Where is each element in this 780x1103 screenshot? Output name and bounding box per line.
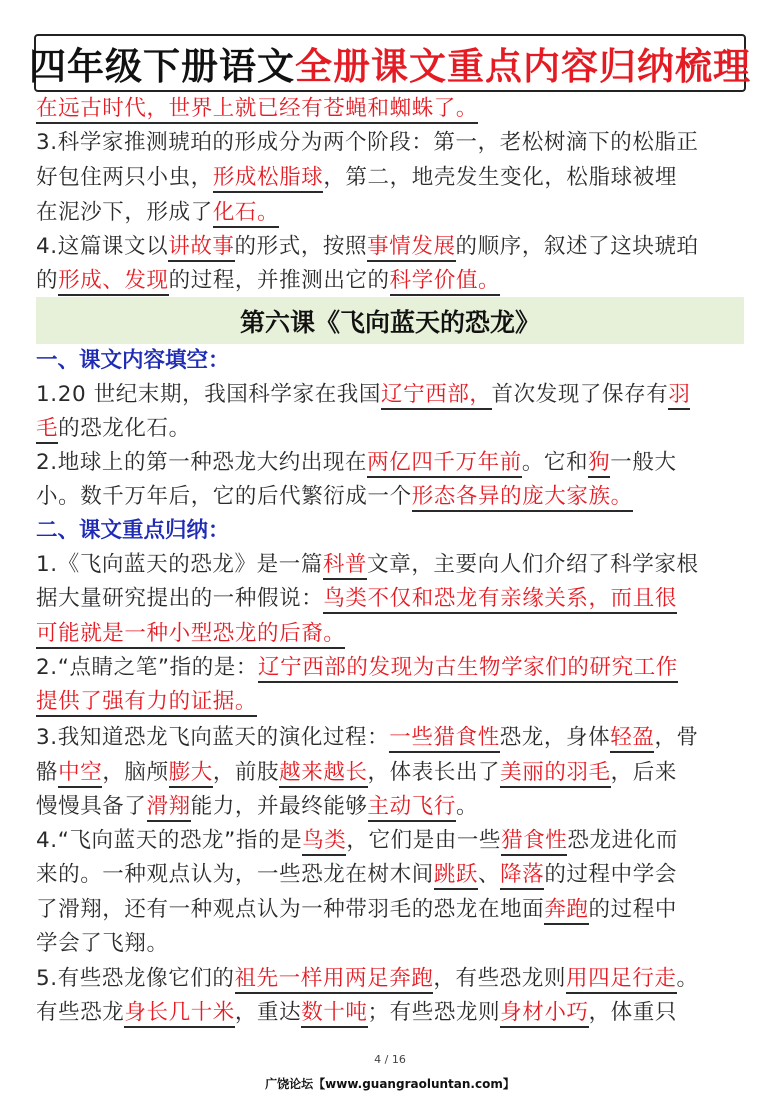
text-span: 了滑翔，还有一种观点认为一种带羽毛的恐龙在地面: [36, 897, 545, 922]
text-span: 恐龙，身体: [499, 725, 611, 750]
underlined-answer: 形成松脂球: [213, 165, 324, 193]
text-span: 能力，并最终能够: [190, 794, 368, 819]
text-span: 。: [455, 794, 479, 819]
text-line: [36, 198, 279, 228]
text-span: ；有些恐龙则: [367, 1000, 501, 1025]
text-span: 5.有些恐龙像它们的: [36, 966, 235, 991]
text-line: [36, 826, 678, 856]
text-span: 的过程，并推测出它的: [168, 268, 390, 293]
underlined-answer: 提供了强有力的证据。: [36, 689, 257, 717]
text-span: 文章，主要向人们介绍了科学家根: [367, 552, 699, 577]
underlined-answer: 滑翔: [147, 794, 191, 822]
text-line: [36, 584, 677, 614]
underlined-answer: 在远古时代，世界上就已经有苍蝇和蜘蛛了。: [36, 96, 478, 124]
underlined-answer: 鸟类: [302, 828, 346, 856]
underlined-answer: 科普: [323, 552, 367, 580]
text-span: 在泥沙下，形成了: [36, 200, 213, 225]
text-span: 4.这篇课文以: [36, 234, 169, 259]
text-span: 的形式，按照: [234, 234, 368, 259]
lesson-title: 第六课《飞向蓝天的恐龙》: [239, 307, 540, 337]
underlined-answer: 跳跃: [434, 862, 478, 890]
text-span: 2.地球上的第一种恐龙大约出现在: [36, 450, 368, 475]
text-span: 1.《飞向蓝天的恐龙》是一篇: [36, 552, 323, 577]
title-red-part: 全册课文重点内容归纳梳理: [295, 45, 751, 88]
text-span: 3.我知道恐龙飞向蓝天的演化过程：: [36, 725, 390, 750]
underlined-answer: 可能就是一种小型恐龙的后裔。: [36, 621, 345, 649]
text-line: [36, 448, 677, 478]
text-span: ，前肢: [212, 760, 280, 785]
title-black-part: 四年级下册语文: [29, 45, 295, 88]
lesson-title-band: [36, 297, 744, 344]
underlined-answer: 羽: [668, 382, 690, 410]
text-span: ，体表长出了: [367, 760, 501, 785]
text-line: [36, 895, 677, 925]
section-heading: 一、课文内容填空：: [36, 348, 230, 373]
text-line: [36, 266, 500, 296]
text-span: 骼: [36, 760, 59, 785]
text-span: 慢慢具备了: [36, 794, 147, 819]
underlined-answer: 讲故事: [168, 234, 234, 262]
text-line: [36, 94, 478, 124]
text-line: [36, 792, 478, 822]
text-line: [36, 380, 690, 410]
text-span: ，有些恐龙则: [433, 966, 567, 991]
underlined-answer: 科学价值。: [390, 268, 501, 296]
text-span: 小。数千万年后，它的后代繁衍成一个: [36, 484, 412, 509]
underlined-answer: 狗: [588, 450, 610, 478]
text-span: 的: [36, 268, 59, 293]
underlined-answer: 中空: [58, 760, 102, 788]
text-span: 一般大: [610, 450, 677, 475]
underlined-answer: 身长几十米: [124, 1000, 235, 1028]
underlined-answer: 膨大: [169, 760, 213, 788]
underlined-answer: 猎食性: [501, 828, 567, 856]
text-span: 来的。一种观点认为，一些恐龙在树木间: [36, 862, 434, 887]
text-line: [36, 860, 677, 890]
text-span: 首次发现了保存有: [491, 382, 669, 407]
text-line: [36, 929, 169, 959]
underlined-answer: 鸟类不仅和恐龙有亲缘关系，而且很: [323, 586, 677, 614]
text-span: 的过程中学会: [544, 862, 677, 887]
text-span: 恐龙进化而: [567, 828, 678, 853]
text-span: 。它和: [521, 450, 589, 475]
section-heading: 二、课文重点归纳：: [36, 518, 230, 543]
underlined-answer: 形态各异的庞大家族。: [412, 484, 633, 512]
text-span: ，它们是由一些: [346, 828, 502, 853]
text-span: ，第二，地壳发生变化，松脂球被埋: [323, 165, 677, 190]
text-span: ，后来: [610, 760, 677, 785]
text-span: ，重达: [234, 1000, 302, 1025]
text-span: 3.科学家推测琥珀的形成分为两个阶段：第一，老松树滴下的松脂正: [36, 130, 699, 155]
underlined-answer: 化石。: [213, 200, 279, 228]
text-line: [36, 232, 699, 262]
text-line: [36, 482, 633, 512]
page-number: 4 / 16: [374, 1053, 406, 1066]
text-line: [36, 758, 677, 788]
underlined-answer: 事情发展: [367, 234, 455, 262]
text-line: [36, 414, 191, 444]
text-line: [36, 964, 699, 994]
text-line: [36, 723, 699, 753]
text-span: 的恐龙化石。: [58, 416, 191, 441]
page-title: [29, 34, 751, 92]
text-line: [36, 619, 345, 649]
underlined-answer: 两亿四千万年前: [367, 450, 522, 478]
text-line: [36, 998, 677, 1028]
underlined-answer: 辽宁西部的发现为古生物学家们的研究工作: [258, 655, 678, 683]
text-span: 的顺序，叙述了这块琥珀: [455, 234, 699, 259]
underlined-answer: 主动飞行: [368, 794, 456, 822]
underlined-answer: 形成、发现: [58, 268, 169, 296]
text-span: ，骨: [654, 725, 699, 750]
underlined-answer: 辽宁西部，: [381, 382, 492, 410]
underlined-answer: 祖先一样用两足奔跑: [235, 966, 434, 994]
underlined-answer: 数十吨: [301, 1000, 367, 1028]
text-span: 的过程中: [588, 897, 677, 922]
underlined-answer: 越来越长: [279, 760, 367, 788]
text-span: 2.“点睛之笔”指的是：: [36, 655, 258, 680]
footer-site: 广饶论坛【www.guangraoluntan.com】: [265, 1077, 515, 1091]
text-span: 学会了飞翔。: [36, 931, 169, 956]
underlined-answer: 用四足行走: [566, 966, 677, 994]
text-span: 1.20 世纪末期，我国科学家在我国: [36, 382, 382, 407]
text-span: ，脑颅: [102, 760, 169, 785]
underlined-answer: 一些猎食性: [389, 725, 500, 753]
text-line: [36, 653, 678, 683]
text-line: [36, 550, 699, 580]
text-span: 4.“飞向蓝天的恐龙”指的是: [36, 828, 303, 853]
text-span: 、: [478, 862, 501, 887]
text-span: 好包住两只小虫，: [36, 165, 213, 190]
underlined-answer: 毛: [36, 416, 58, 444]
text-span: ，体重只: [588, 1000, 677, 1025]
underlined-answer: 身材小巧: [500, 1000, 588, 1028]
underlined-answer: 奔跑: [544, 897, 588, 925]
text-line: [36, 687, 257, 717]
underlined-answer: 降落: [500, 862, 544, 890]
text-span: 据大量研究提出的一种假说：: [36, 586, 324, 611]
text-span: 。: [676, 966, 699, 991]
text-line: [36, 163, 677, 193]
text-span: 有些恐龙: [36, 1000, 125, 1025]
underlined-answer: 轻盈: [610, 725, 654, 753]
underlined-answer: 美丽的羽毛: [500, 760, 611, 788]
text-line: [36, 128, 699, 158]
